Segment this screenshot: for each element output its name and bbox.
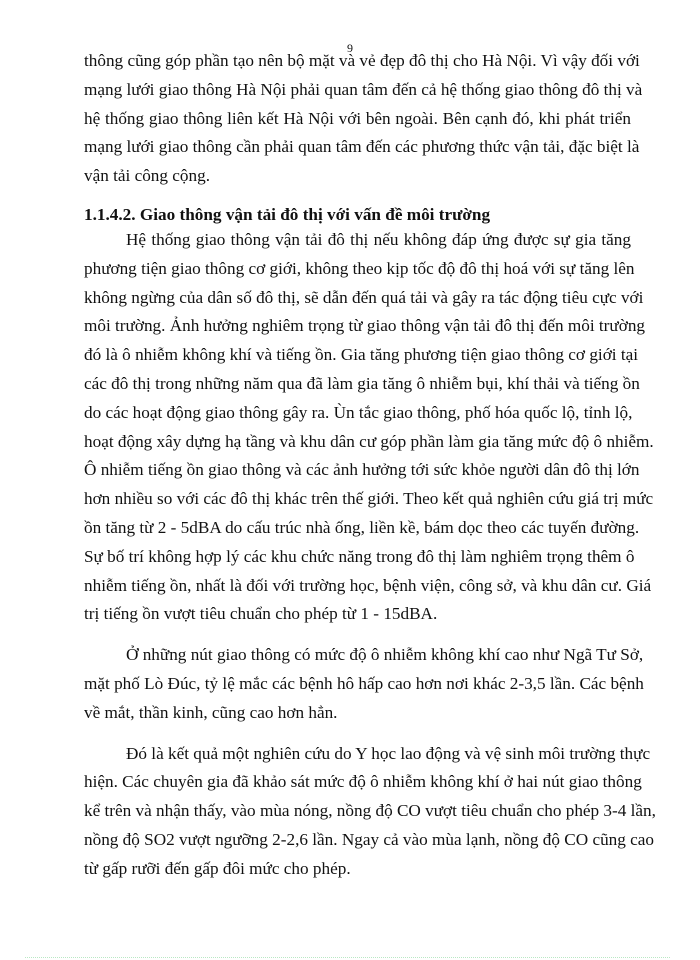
text-line: đó là ô nhiễm không khí và tiếng ồn. Gia tăng phương tiện giao thông cơ giới tại [84, 345, 639, 365]
text-line: trị tiếng ồn vượt tiêu chuẩn cho phép từ 1 - 15dBA. [84, 604, 438, 624]
text-line: hệ thống giao thông liên kết Hà Nội với bên ngoài. Bên cạnh đó, khi phát triển [84, 108, 631, 128]
page-bottom-border [25, 957, 670, 958]
paragraph-spacer [84, 728, 631, 740]
text-line: kể trên và nhận thấy, vào mùa nóng, nồng độ CO vượt tiêu chuẩn cho phép 3-4 lần, [84, 801, 656, 821]
text-line: do các hoạt động giao thông gây ra. Ùn tắc giao thông, phố hóa quốc lộ, tỉnh lộ, [84, 402, 633, 422]
paragraph-spacer [84, 629, 631, 641]
text-line: các đô thị trong những năm qua đã làm gia tăng ô nhiễm bụi, khí thải và tiếng ồn [84, 373, 640, 393]
text-line: hơn nhiều so với các đô thị khác trên thế giới. Theo kết quả nghiên cứu giá trị mức [84, 489, 654, 509]
paragraph-study [84, 740, 656, 884]
text-line: nồng độ SO2 vượt ngưỡng 2-2,6 lần. Ngay cả vào mùa lạnh, nồng độ CO cũng cao [84, 829, 655, 849]
text-line: từ gấp rưỡi đến gấp đôi mức cho phép. [84, 858, 351, 878]
text-line: hoạt động xây dựng hạ tầng và khu dân cư góp phần làm gia tăng mức độ ô nhiễm. [84, 431, 654, 451]
text-line: ồn tăng từ 2 - 5dBA do cấu trúc nhà ống, liền kề, bám dọc theo các tuyến đường. [84, 517, 640, 537]
text-line: Ở những nút giao thông có mức độ ô nhiễm không khí cao như Ngã Tư Sở, [126, 645, 644, 665]
text-line: hiện. Các chuyên gia đã khảo sát mức độ ô nhiễm không khí ở hai nút giao thông [84, 772, 642, 792]
text-line: môi trường. Ảnh hưởng nghiêm trọng từ giao thông vận tải đô thị đến môi trường [84, 316, 646, 336]
text-line: nhiễm tiếng ồn, nhất là đối với trường học, bệnh viện, công sở, và khu dân cư. Giá [84, 575, 652, 595]
section-heading: 1.1.4.2. Giao thông vận tải đô thị với vấn đề môi trường [84, 204, 491, 224]
text-line: Hệ thống giao thông vận tải đô thị nếu không đáp ứng được sự gia tăng [126, 229, 631, 249]
text-line: mặt phố Lò Đúc, tỷ lệ mắc các bệnh hô hấp cao hơn nơi khác 2-3,5 lần. Các bệnh [84, 673, 644, 693]
text-line: Sự bố trí không hợp lý các khu chức năng trong đô thị làm nghiêm trọng thêm ô [84, 546, 635, 566]
text-line: mạng lưới giao thông Hà Nội phải quan tâm đến cả hệ thống giao thông đô thị và [84, 79, 643, 99]
text-line: mạng lưới giao thông cần phải quan tâm đến các phương thức vận tải, đặc biệt là [84, 137, 640, 157]
text-line: vận tải công cộng. [84, 166, 211, 186]
text-line: Ô nhiễm tiếng ồn giao thông và các ảnh hưởng tới sức khỏe người dân đô thị lớn [84, 460, 640, 480]
text-line: về mắt, thần kinh, cũng cao hơn hẳn. [84, 702, 338, 722]
paragraph-intro [84, 47, 643, 191]
text-line: không ngừng của dân số đô thị, sẽ dẫn đến quá tải và gây ra tác động tiêu cực với [84, 287, 644, 307]
text-line: thông cũng góp phần tạo nên bộ mặt và vẻ đẹp đô thị cho Hà Nội. Vì vậy đối với [84, 51, 640, 70]
document-body [84, 47, 656, 884]
paragraph-intersections [84, 641, 644, 727]
text-line: Đó là kết quả một nghiên cứu do Y học lao động và vệ sinh môi trường thực [126, 743, 651, 763]
text-line: phương tiện giao thông cơ giới, không theo kịp tốc độ đô thị hoá với sự tăng lên [84, 258, 635, 278]
paragraph-impact [84, 226, 654, 629]
page-number: 9 [347, 41, 353, 55]
